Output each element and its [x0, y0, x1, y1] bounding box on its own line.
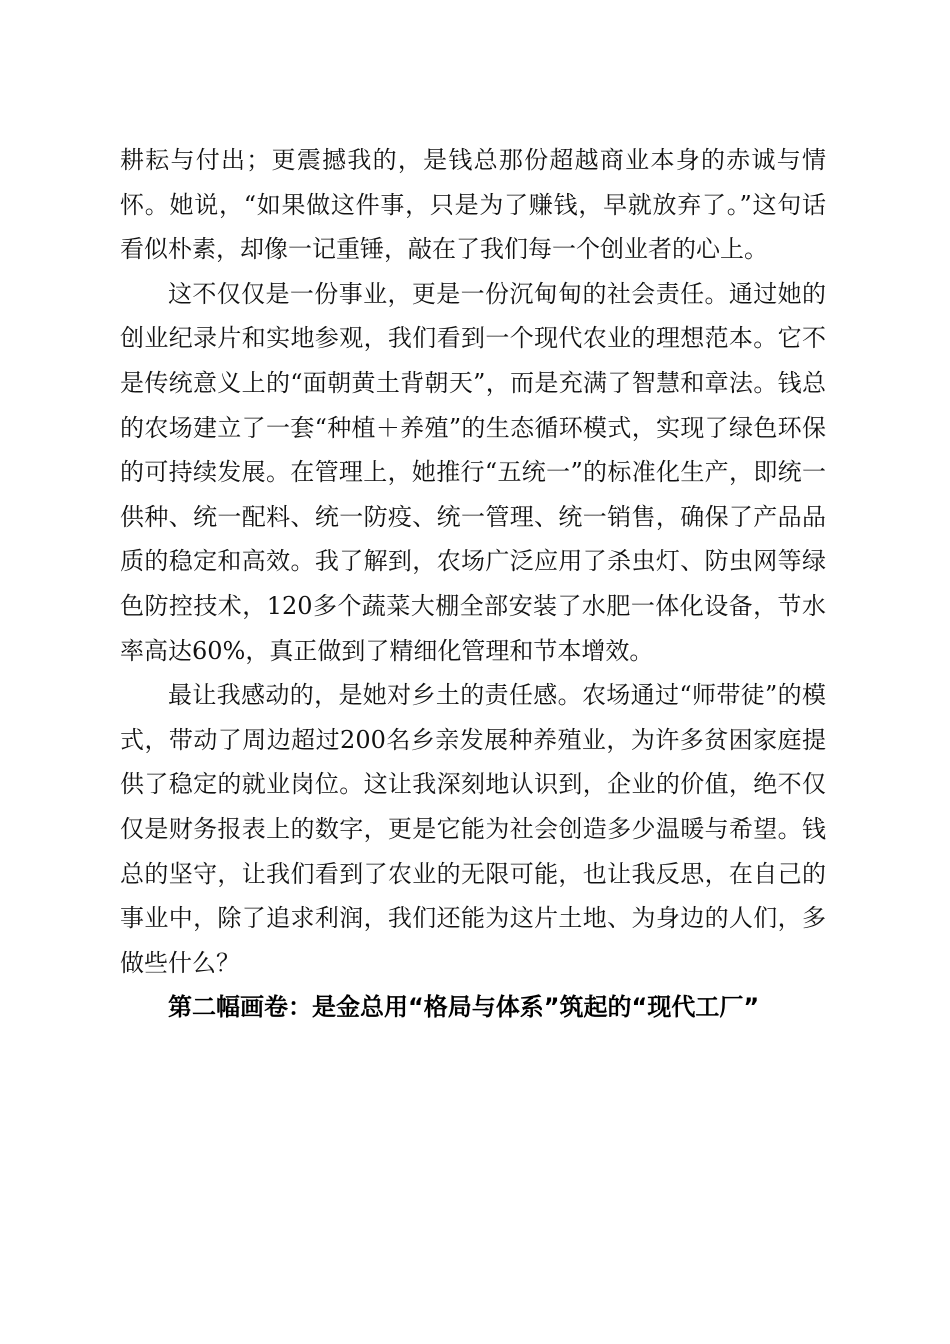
paragraph-social-responsibility: 这不仅仅是一份事业，更是一份沉甸甸的社会责任。通过她的创业纪录片和实地参观，我们看到一个现代农业的理想范本。它不是传统意义上的“面朝黄土背朝天”，而是充满了智慧和章法。钱总的农场建立了一套“种植＋养殖”的生态循环模式，实现了绿色环保的可持续发展。在管理上，她推行“五统一”的标准化生产，即统一供种、统一配料、统一防疫、统一管理、统一销售，确保了产品品质的稳定和高效。我了解到，农场广泛应用了杀虫灯、防虫网等绿色防控技术，120多个蔬菜大棚全部安装了水肥一体化设备，节水率高达60%，真正做到了精细化管理和节本增效。: [120, 279, 826, 665]
document-body: [120, 138, 826, 1030]
paragraph-local-responsibility: 最让我感动的，是她对乡土的责任感。农场通过“师带徒”的模式，带动了周边超过200名乡亲发展种养殖业，为许多贫困家庭提供了稳定的就业岗位。这让我深刻地认识到，企业的价值，绝不仅仅是财务报表上的数字，更是它能为社会创造多少温暖与希望。钱总的坚守，让我们看到了农业的无限可能，也让我反思，在自己的事业中，除了追求利润，我们还能为这片土地、为身边的人们，多做些什么？: [120, 681, 826, 977]
paragraph-continuation: 耕耘与付出；更震撼我的，是钱总那份超越商业本身的赤诚与情怀。她说，“如果做这件事，只是为了赚钱，早就放弃了。”这句话看似朴素，却像一记重锤，敲在了我们每一个创业者的心上。: [120, 146, 826, 264]
section-heading: 第二幅画卷：是金总用“格局与体系”筑起的“现代工厂”: [168, 993, 760, 1022]
